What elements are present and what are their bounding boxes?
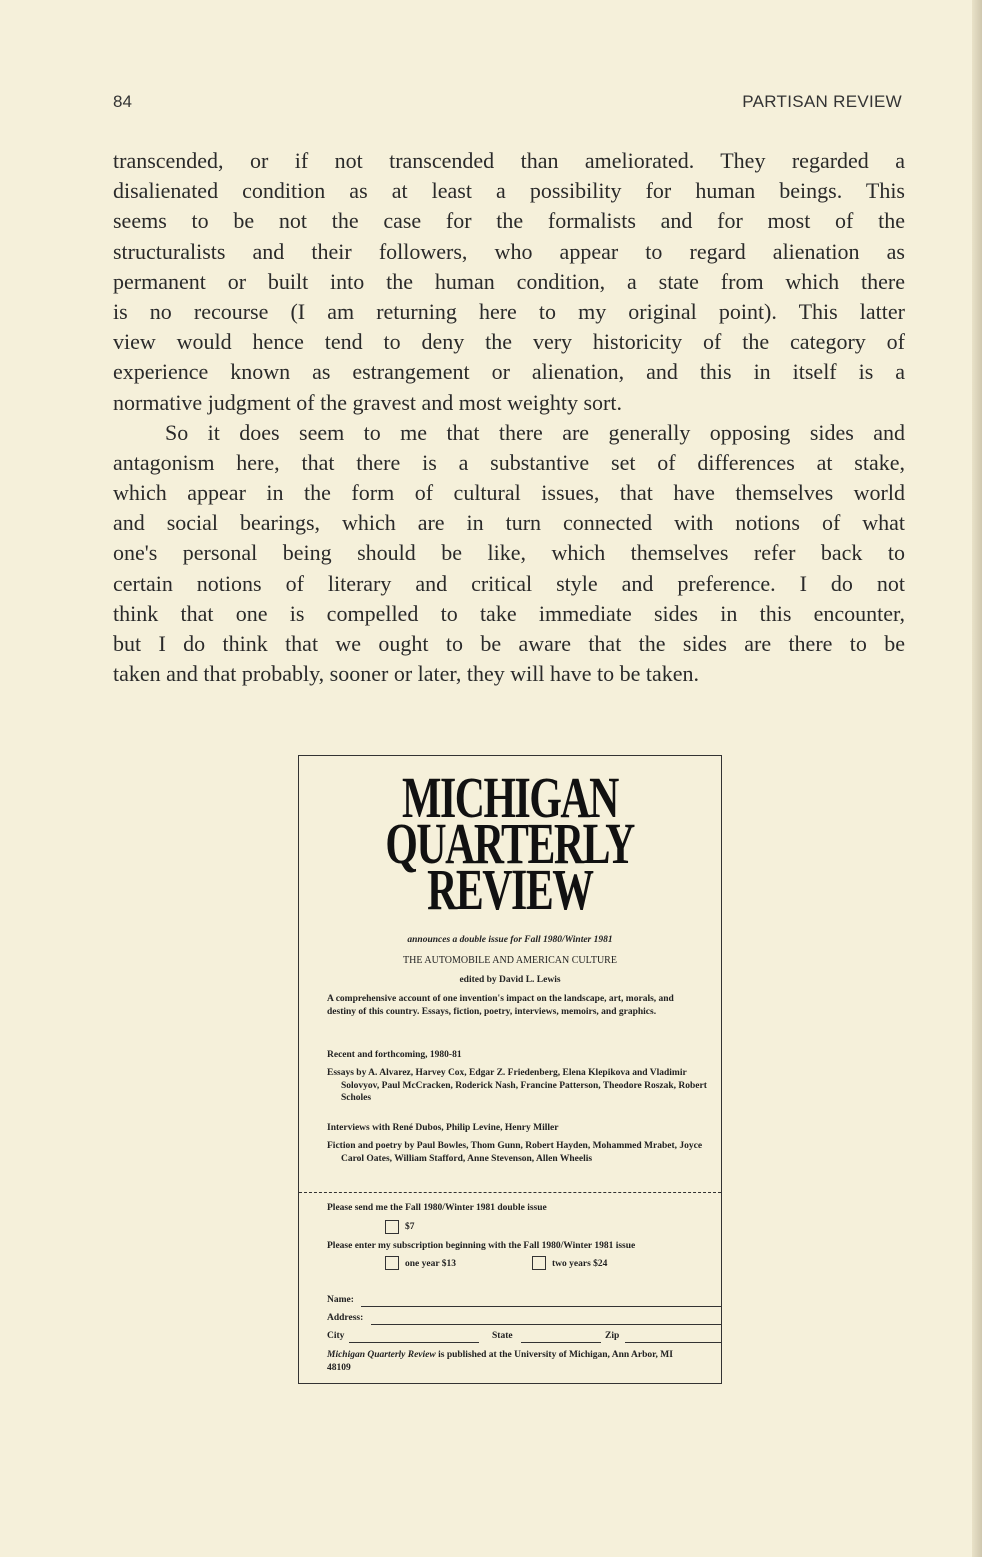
text-line: think that one is compelled to take immediate sides in this encounter, xyxy=(113,600,905,626)
text-line: experience known as estrangement or alienation, and this in itself is a xyxy=(113,359,905,385)
text-line: view would hence tend to deny the very historicity of the category of xyxy=(113,329,905,355)
editor: edited by David L. Lewis xyxy=(459,975,561,985)
city-field[interactable] xyxy=(349,1342,479,1343)
text-line: and social bearings, which are in turn connected with notions of what xyxy=(113,510,905,536)
text-line: transcended, or if not transcended than ameliorated. They regarded a xyxy=(113,148,905,173)
running-head: PARTISAN REVIEW xyxy=(742,92,902,111)
text-line: antagonism here, that there is a substantive set of differences at stake, xyxy=(113,449,905,475)
paragraph-1 xyxy=(113,146,905,418)
advertisement-michigan-quarterly-review xyxy=(298,755,722,1384)
fiction-list: Fiction and poetry by Paul Bowles, Thom Gunn, Robert Hayden, Mohammed Mrabet, Joyce Carol Oates, William Stafford, Anne Stevenson, Allen Wheelis xyxy=(327,1141,703,1164)
text-line: is no recourse (I am returning here to my original point). This latter xyxy=(113,298,905,324)
body-text xyxy=(113,146,905,689)
text-line: seems to be not the case for the formalists and for most of the xyxy=(113,208,905,234)
state-field[interactable] xyxy=(521,1342,601,1343)
zip-field[interactable] xyxy=(625,1342,721,1343)
text-line: normative judgment of the gravest and most weighty sort. xyxy=(113,389,622,415)
text-line: but I do think that we ought to be aware that the sides are there to be xyxy=(113,631,905,656)
city-label: City xyxy=(327,1331,345,1341)
paragraph-2 xyxy=(113,418,905,690)
issue-title: THE AUTOMOBILE AND AMERICAN CULTURE xyxy=(403,955,617,966)
text-line: disalienated condition as at least a possibility for human beings. This xyxy=(113,178,905,204)
page-number: 84 xyxy=(113,92,132,111)
text-line: one's personal being should be like, which themselves refer back to xyxy=(113,540,905,566)
single-issue-price: $7 xyxy=(405,1222,415,1232)
text-line: which appear in the form of cultural issues, that have themselves world xyxy=(113,480,905,506)
logo-line-3: REVIEW xyxy=(427,857,593,922)
text-line: structuralists and their followers, who appear to regard alienation as xyxy=(113,238,905,264)
text-line: permanent or built into the human condition, a state from which there xyxy=(113,268,905,294)
name-label: Name: xyxy=(327,1295,354,1305)
page-edge-shadow xyxy=(972,0,982,1557)
subscribe-label: Please enter my subscription beginning with the Fall 1980/Winter 1981 issue xyxy=(327,1241,636,1251)
logo-line-1: MICHIGAN xyxy=(402,765,618,830)
address-field[interactable] xyxy=(371,1324,721,1325)
address-label: Address: xyxy=(327,1313,364,1323)
text-line: certain notions of literary and critical style and preference. I do not xyxy=(113,570,905,596)
one-year-checkbox[interactable] xyxy=(385,1256,399,1270)
one-year-label: one year $13 xyxy=(405,1259,457,1269)
interviews-list: Interviews with René Dubos, Philip Levine, Henry Miller xyxy=(327,1123,559,1133)
text-line: taken and that probably, sooner or later, they will have to be taken. xyxy=(113,661,699,687)
essays-list: Essays by A. Alvarez, Harvey Cox, Edgar Z. Friedenberg, Elena Klepikova and Vladimir Solovyov, Paul McCracken, Roderick Nash, Francine Patterson, Theodore Roszak, Robert Scholes xyxy=(327,1068,707,1103)
send-label: Please send me the Fall 1980/Winter 1981 double issue xyxy=(327,1203,547,1213)
cut-line xyxy=(299,1192,721,1193)
text-line: So it does seem to me that there are generally opposing sides and xyxy=(165,419,905,445)
description: A comprehensive account of one invention's impact on the landscape, art, morals, and destiny of this country. Essays, fiction, poetry, interviews, memoirs, and graphics. xyxy=(327,994,674,1017)
two-years-label: two years $24 xyxy=(552,1259,608,1269)
announcement: announces a double issue for Fall 1980/Winter 1981 xyxy=(407,935,613,945)
logo-line-2: QUARTERLY xyxy=(385,811,635,876)
two-years-checkbox[interactable] xyxy=(532,1256,546,1270)
state-label: State xyxy=(492,1331,513,1341)
zip-label: Zip xyxy=(605,1331,620,1341)
recent-heading: Recent and forthcoming, 1980-81 xyxy=(327,1050,462,1060)
name-field[interactable] xyxy=(361,1306,721,1307)
single-issue-checkbox[interactable] xyxy=(385,1220,399,1234)
publisher-note: Michigan Quarterly Review is published at the University of Michigan, Ann Arbor, MI 48109 xyxy=(327,1350,673,1373)
